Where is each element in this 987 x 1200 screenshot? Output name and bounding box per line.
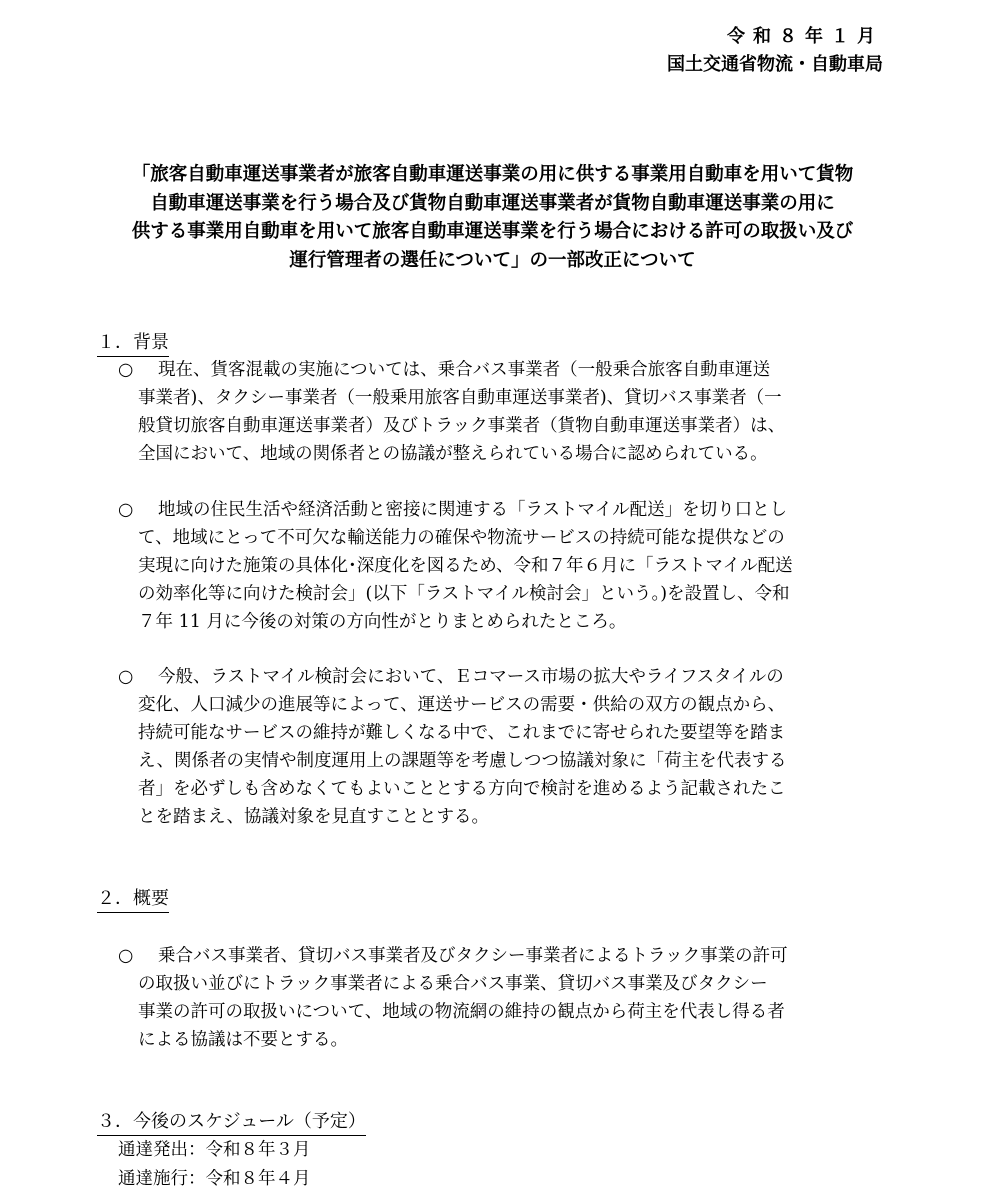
title-line: 運行管理者の選任について」の一部改正について — [289, 249, 696, 271]
circle-bullet-icon: ○ — [118, 500, 134, 520]
title-line: 「旅客自動車運送事業者が旅客自動車運送事業の用に供する事業用自動車を用いて貨物 — [131, 164, 854, 185]
paragraph-line: 事業者)、タクシー事業者（一般乗用旅客自動車運送事業者)、貸切バス事業者（一 — [138, 388, 782, 408]
paragraph-background-2 — [118, 496, 893, 636]
paragraph-line: 変化、人口減少の進展等によって、運送サービスの需要・供給の双方の観点から、 — [138, 695, 786, 715]
paragraph-line — [118, 663, 893, 691]
paragraph-line: ７年 11 月に今後の対策の方向性がとりまとめられたところ。 — [138, 612, 627, 632]
section-heading-background: １．背景 — [97, 331, 169, 357]
paragraph-line: とを踏まえ、協議対象を見直すこととする。 — [138, 807, 490, 827]
paragraph-line: の効率化等に向けた検討会」(以下「ラストマイル検討会」という。)を設置し、令和 — [138, 584, 790, 604]
paragraph-line: 事業の許可の取扱いについて、地域の物流網の維持の観点から荷主を代表し得る者 — [138, 1002, 785, 1022]
paragraph-line: 者」を必ずしも含めなくてもよいこととする方向で検討を進めるよう記載されたこ — [138, 779, 786, 799]
paragraph-background-3 — [118, 663, 893, 831]
document-title — [90, 161, 895, 275]
paragraph-text: 現在、貨客混載の実施については、乗合バス事業者（一般乗合旅客自動車運送 — [158, 360, 771, 380]
paragraph-line: 実現に向けた施策の具体化･深度化を図るため、令和７年６月に「ラストマイル配送 — [138, 556, 793, 576]
issuing-organization: 国土交通省物流・自動車局 — [667, 54, 883, 75]
circle-bullet-icon: ○ — [118, 667, 134, 687]
title-line: 供する事業用自動車を用いて旅客自動車運送事業を行う場合における許可の取扱い及び — [131, 221, 854, 242]
paragraph-line: 持続可能なサービスの維持が難しくなる中で、これまでに寄せられた要望等を踏ま — [138, 723, 786, 743]
paragraph-line: による協議は不要とする。 — [138, 1030, 348, 1050]
section-heading-schedule: ３．今後のスケジュール（予定） — [97, 1110, 366, 1136]
paragraph-text: 今般、ラストマイル検討会において、Ｅコマース市場の拡大やライフスタイルの — [158, 667, 784, 687]
paragraph-line — [118, 496, 893, 524]
title-line: 自動車運送事業を行う場合及び貨物自動車運送事業者が貨物自動車運送事業の用に — [150, 192, 835, 214]
paragraph-line: て、地域にとって不可欠な輸送能力の確保や物流サービスの持続可能な提供などの — [138, 528, 785, 548]
paragraph-background-1 — [118, 356, 893, 468]
paragraph-overview — [118, 942, 893, 1054]
schedule-list — [118, 1136, 311, 1194]
paragraph-line — [118, 356, 893, 384]
paragraph-text: 地域の住民生活や経済活動と密接に関連する「ラストマイル配送」を切り口とし — [158, 500, 788, 520]
circle-bullet-icon: ○ — [118, 360, 134, 380]
schedule-item-issue: 通達発出：令和８年３月 — [118, 1140, 311, 1160]
paragraph-line — [118, 942, 893, 970]
paragraph-line: 全国において、地域の関係者との協議が整えられている場合に認められている。 — [138, 444, 768, 464]
section-heading-overview: ２．概要 — [97, 887, 169, 913]
paragraph-line: 般貸切旅客自動車運送事業者）及びトラック事業者（貨物自動車運送事業者）は、 — [138, 416, 786, 436]
paragraph-line: の取扱い並びにトラック事業者による乗合バス事業、貸切バス事業及びタクシー — [138, 974, 768, 994]
paragraph-text: 乗合バス事業者、貸切バス事業者及びタクシー事業者によるトラック事業の許可 — [158, 946, 788, 966]
circle-bullet-icon: ○ — [118, 946, 134, 966]
paragraph-line: え、関係者の実情や制度運用上の課題等を考慮しつつ協議対象に「荷主を代表する — [138, 751, 787, 771]
schedule-item-enforcement: 通達施行：令和８年４月 — [118, 1169, 311, 1189]
issue-date: 令和８年１月 — [727, 26, 883, 47]
